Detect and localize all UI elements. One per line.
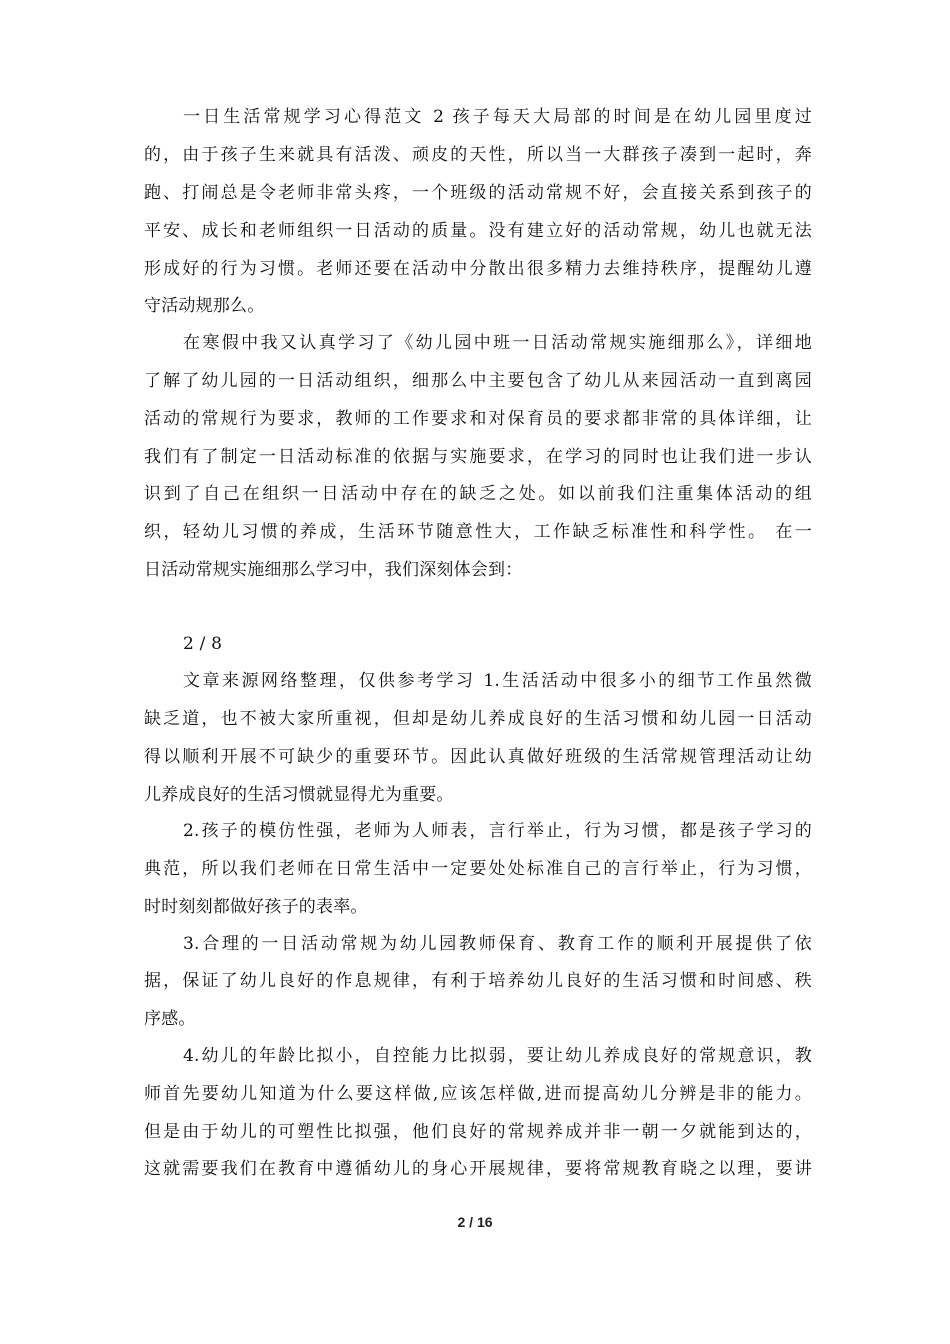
paragraph-line: 儿养成良好的生活习惯就显得尤为重要。 [144,785,454,805]
paragraph-line: 典范，所以我们老师在日常生活中一定要处处标准自己的言行举止，行为习惯， [144,859,812,879]
paragraph-line: 4.幼儿的年龄比拟小，自控能力比拟弱，要让幼儿养成良好的常规意识，教 [183,1046,812,1066]
paragraph-line: 的，由于孩子生来就具有活泼、顽皮的天性，所以当一大群孩子凑到一起时，奔 [144,145,812,165]
inline-page-number: 2 / 8 [183,634,223,654]
paragraph-line: 这就需要我们在教育中遵循幼儿的身心开展规律，要将常规教育晓之以理，要讲 [144,1159,812,1179]
paragraph-line: 时时刻刻都做好孩子的表率。 [144,897,368,917]
paragraph-line: 识到了自己在组织一日活动中存在的缺乏之处。如以前我们注重集体活动的组 [144,484,812,504]
paragraph-line: 在寒假中我又认真学习了《幼儿园中班一日活动常规实施细那么》，详细地 [183,333,812,353]
paragraph-line: 活动的常规行为要求，教师的工作要求和对保育员的要求都非常的具体详细，让 [144,409,812,429]
paragraph-line: 形成好的行为习惯。老师还要在活动中分散出很多精力去维持秩序，提醒幼儿遵 [144,259,812,279]
paragraph-line: 据，保证了幼儿良好的作息规律，有利于培养幼儿良好的生活习惯和时间感、秩 [144,971,812,991]
paragraph-line: 得以顺利开展不可缺少的重要环节。因此认真做好班级的生活常规管理活动让幼 [144,747,812,767]
paragraph-line: 守活动规那么。 [144,296,265,316]
paragraph-line: 2.孩子的模仿性强，老师为人师表，言行举止，行为习惯，都是孩子学习的 [183,821,812,841]
paragraph-line: 序感。 [144,1009,196,1029]
paragraph-line: 了解了幼儿园的一日活动组织，细那么中主要包含了幼儿从来园活动一直到离园 [144,371,812,391]
paragraph-line: 织，轻幼儿习惯的养成，生活环节随意性大，工作缺乏标准性和科学性。 在一 [144,522,812,542]
paragraph-line: 缺乏道，也不被大家所重视，但却是幼儿养成良好的生活习惯和幼儿园一日活动 [144,709,812,729]
paragraph-line: 我们有了制定一日活动标准的依据与实施要求，在学习的同时也让我们进一步认 [144,447,812,467]
paragraph-line: 日活动常规实施细那么学习中，我们深刻体会到： [144,560,523,580]
paragraph-line: 师首先要幼儿知道为什么要这样做,应该怎样做,进而提高幼儿分辨是非的能力。 [144,1084,812,1104]
paragraph-line: 但是由于幼儿的可塑性比拟强，他们良好的常规养成并非一朝一夕就能到达的， [144,1122,812,1142]
paragraph-line: 文章来源网络整理，仅供参考学习 1.生活活动中很多小的细节工作虽然微 [183,671,812,691]
paragraph-line: 一日生活常规学习心得范文 2 孩子每天大局部的时间是在幼儿园里度过 [183,107,812,127]
page-indicator: 2 / 16 [457,1214,493,1230]
paragraph-line: 3.合理的一日活动常规为幼儿园教师保育、教育工作的顺利开展提供了依 [183,934,812,954]
paragraph-line: 跑、打闹总是令老师非常头疼，一个班级的活动常规不好，会直接关系到孩子的 [144,183,812,203]
paragraph-line: 平安、成长和老师组织一日活动的质量。没有建立好的活动常规，幼儿也就无法 [144,221,812,241]
